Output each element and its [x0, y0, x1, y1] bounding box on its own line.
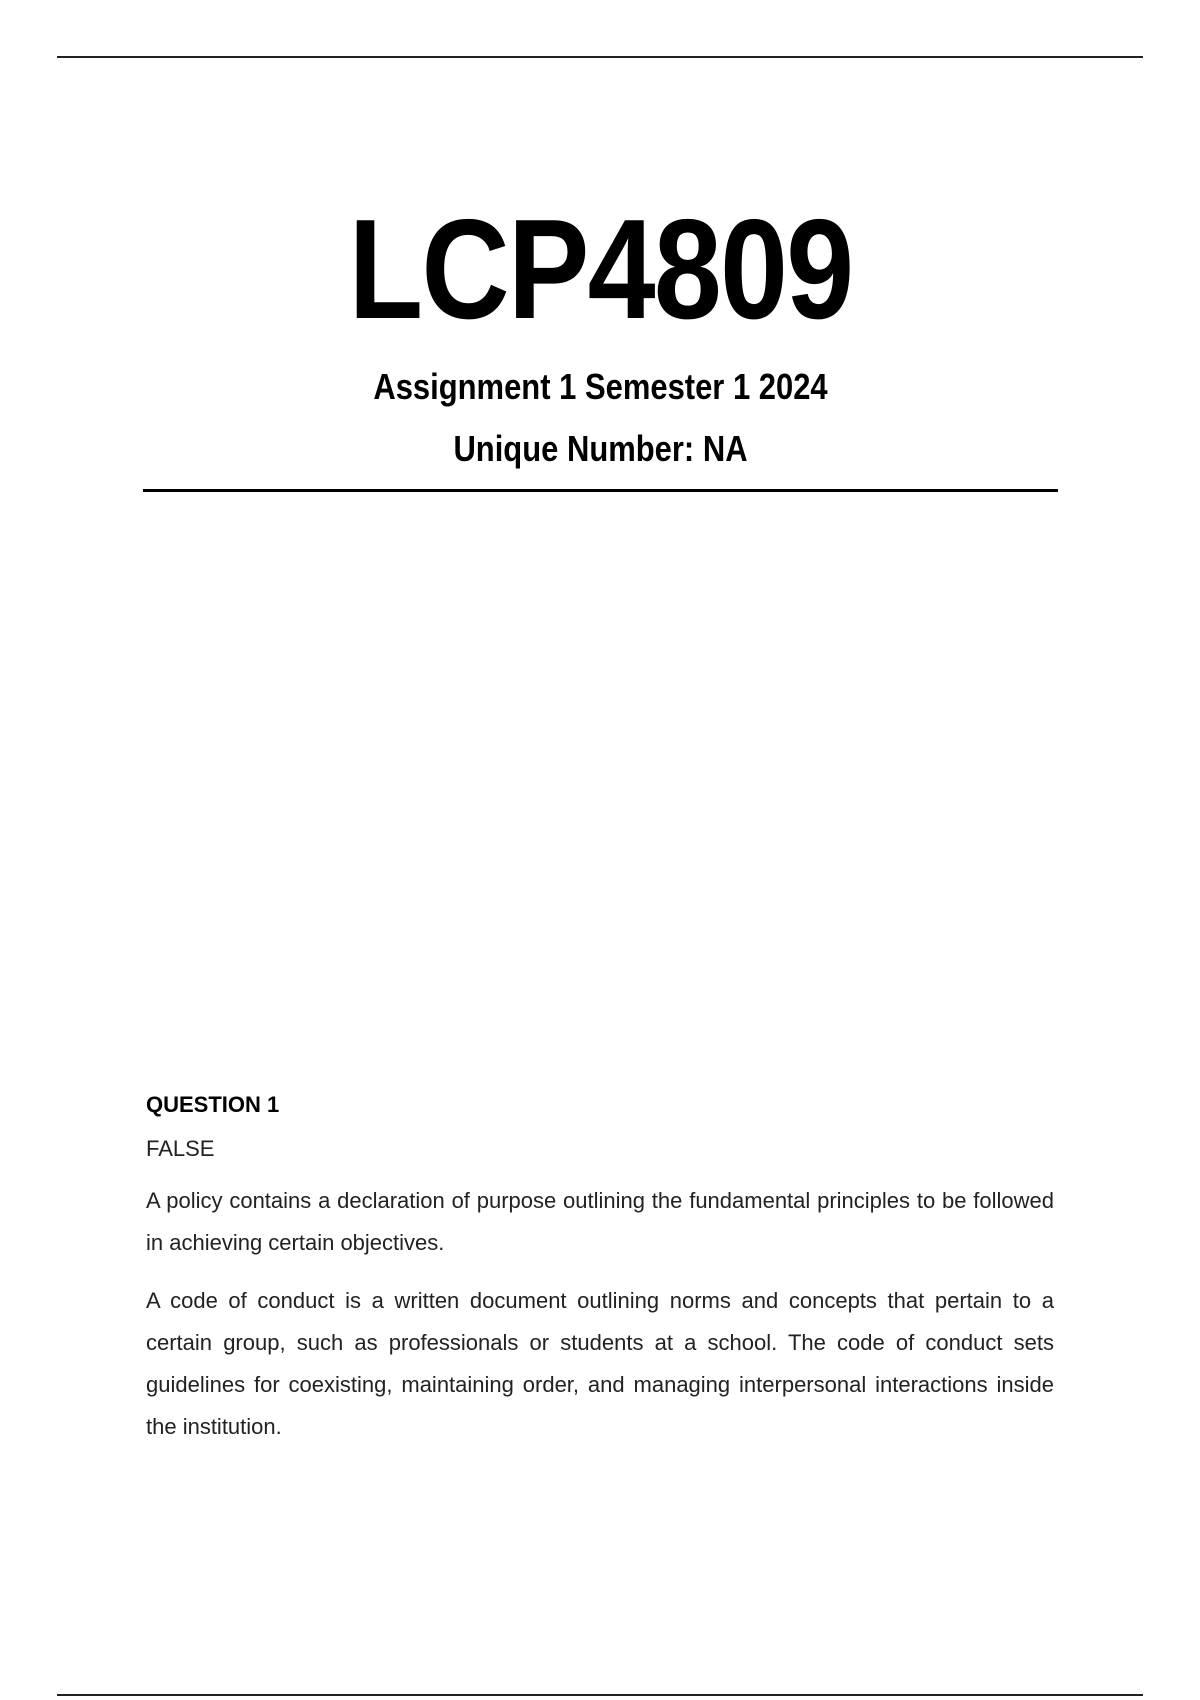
policy-paragraph: A policy contains a declaration of purpose outlining the fundamental principles to be followed in achieving certain objectives.	[146, 1188, 1054, 1255]
unique-number-subtitle: Unique Number: NA	[453, 428, 748, 469]
cover-block	[143, 190, 1058, 471]
question-heading: QUESTION 1	[146, 1092, 280, 1117]
question-section	[146, 1090, 1054, 1448]
assignment-subtitle: Assignment 1 Semester 1 2024	[373, 366, 828, 407]
course-code-title: LCP4809	[348, 190, 853, 349]
bottom-divider	[57, 1694, 1143, 1696]
question-answer: FALSE	[146, 1136, 215, 1161]
code-of-conduct-paragraph: A code of conduct is a written document outlining norms and concepts that pertain to a certain group, such as professionals or students at a school. The code of conduct sets guidelines for coexisting, maintaining order, and managing interpersonal interactions inside the institution.	[146, 1288, 1054, 1439]
top-divider	[57, 56, 1143, 58]
cover-divider	[143, 489, 1058, 492]
